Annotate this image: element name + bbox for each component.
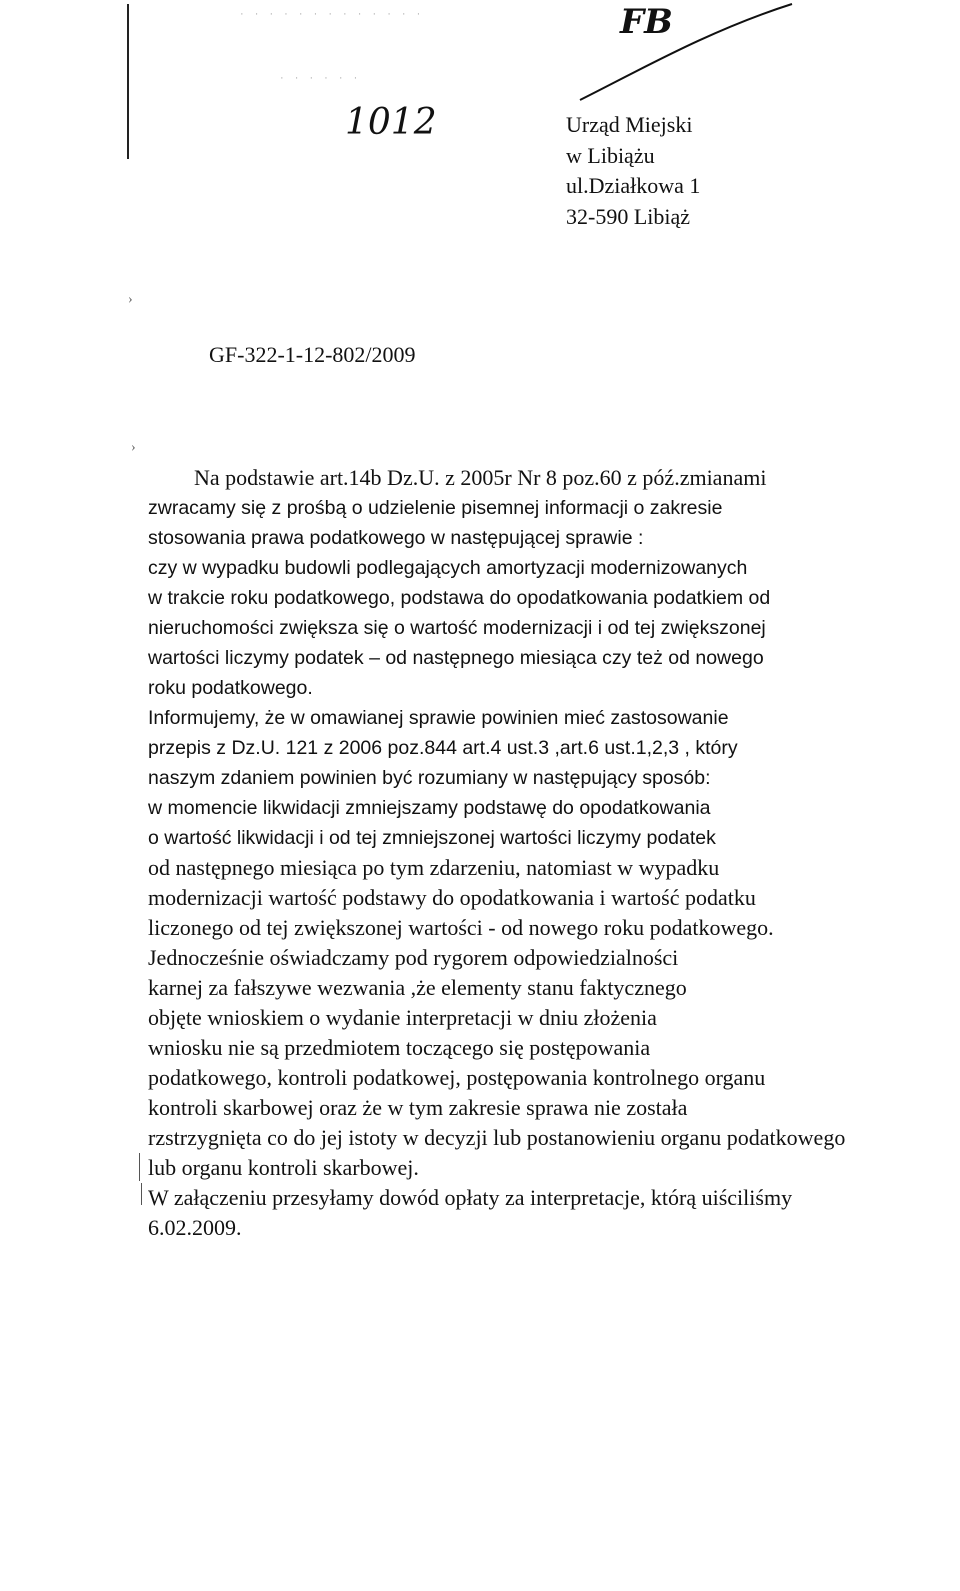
body-line: wniosku nie są przedmiotem toczącego się postępowania <box>148 1035 651 1060</box>
reference-number: GF-322-1-12-802/2009 <box>209 342 416 367</box>
scan-noise: · · · · · · · · · · · · · <box>240 8 425 20</box>
body-line: wartości liczymy podatek – od następnego miesiąca czy też od nowego <box>148 647 764 669</box>
address-line: Urząd Miejski <box>566 112 693 137</box>
body-line: roku podatkowego. <box>148 677 313 699</box>
body-line: od następnego miesiąca po tym zdarzeniu, natomiast w wypadku <box>148 855 720 880</box>
margin-tick <box>141 1183 142 1205</box>
letter-body <box>148 463 948 1243</box>
scan-edge-line <box>127 4 129 159</box>
body-line: lub organu kontroli skarbowej. <box>148 1155 419 1180</box>
address-line: w Libiążu <box>566 142 655 168</box>
margin-mark: › <box>131 440 136 455</box>
body-line: naszym zdaniem powinien być rozumiany w następujący sposób: <box>148 767 711 789</box>
body-line: kontroli skarbowej oraz że w tym zakresie sprawa nie została <box>148 1095 688 1120</box>
body-line: 6.02.2009. <box>148 1215 242 1240</box>
handwritten-stroke <box>560 0 800 110</box>
body-line: rzstrzygnięta co do jej istoty w decyzji lub postanowieniu organu podatkowego <box>148 1125 846 1150</box>
body-line: przepis z Dz.U. 121 z 2006 poz.844 art.4 ust.3 ,art.6 ust.1,2,3 , który <box>148 737 738 759</box>
body-line: zwracamy się z prośbą o udzielenie pisemnej informacji o zakresie <box>148 497 723 519</box>
body-line: karnej za fałszywe wezwania ,że elementy stanu faktycznego <box>148 975 687 1000</box>
body-line: stosowania prawa podatkowego w następującej sprawie : <box>148 527 644 549</box>
body-line: w momencie likwidacji zmniejszamy podstawę do opodatkowania <box>148 797 711 819</box>
handwritten-initials: FB <box>620 2 673 42</box>
body-line: Informujemy, że w omawianej sprawie powinien mieć zastosowanie <box>148 707 729 729</box>
recipient-address <box>566 110 700 232</box>
margin-mark: › <box>128 292 133 307</box>
body-line: w trakcie roku podatkowego, podstawa do opodatkowania podatkiem od <box>148 587 771 609</box>
body-line: W załączeniu przesyłamy dowód opłaty za interpretacje, którą uiściliśmy <box>148 1185 793 1210</box>
body-line: o wartość likwidacji i od tej zmniejszonej wartości liczymy podatek <box>148 827 716 849</box>
body-line: liczonego od tej zwiększonej wartości - od nowego roku podatkowego. <box>148 915 774 940</box>
handwritten-document-number: 1012 <box>345 102 437 143</box>
body-line: Jednocześnie oświadczamy pod rygorem odpowiedzialności <box>148 945 679 970</box>
address-line: 32-590 Libiąż <box>566 203 691 229</box>
address-line: ul.Działkowa 1 <box>566 173 701 198</box>
body-line: nieruchomości zwiększa się o wartość modernizacji i od tej zwiększonej <box>148 617 766 639</box>
margin-tick <box>139 1153 140 1181</box>
body-line: podatkowego, kontroli podatkowej, postępowania kontrolnego organu <box>148 1065 766 1090</box>
body-line: Na podstawie art.14b Dz.U. z 2005r Nr 8 poz.60 z póź.zmianami <box>194 465 767 490</box>
body-line: objęte wnioskiem o wydanie interpretacji w dniu złożenia <box>148 1005 657 1030</box>
body-line: czy w wypadku budowli podlegających amortyzacji modernizowanych <box>148 557 748 579</box>
scan-noise: · · · · · · <box>280 72 362 84</box>
body-line: modernizacji wartość podstawy do opodatkowania i wartość podatku <box>148 885 756 910</box>
